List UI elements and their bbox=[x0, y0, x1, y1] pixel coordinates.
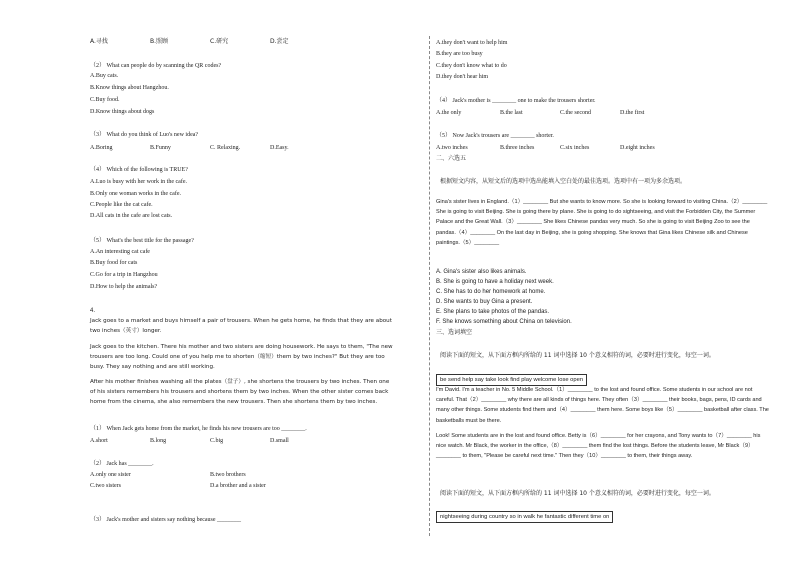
option-a[interactable]: A.short bbox=[90, 438, 108, 444]
option-a[interactable]: A.they don't want to help him bbox=[436, 40, 508, 46]
question-stem: （3） Jack's mother and sisters say nothing because ________ bbox=[90, 517, 242, 523]
option-b[interactable]: B.three inches bbox=[500, 145, 535, 151]
question-stem: （2） Jack has ________. bbox=[90, 461, 154, 467]
option-b[interactable]: B.long bbox=[150, 438, 167, 444]
option-c[interactable]: C.Go for a trip in Hangzhou bbox=[90, 272, 158, 278]
cloze-passage: I'm David. I'm a teacher in No. 5 Middle School.（1）________ to the lost and found office. Some students in our school are not careful. That（2）________ why there are all kinds of things here. They often（3）________ their books, bags, pens, ID cards and many other things. Some students find them and（4）________ them here. Some boys like（5）________ basketball after class. The basketballs must be there. bbox=[436, 387, 769, 424]
option-a[interactable]: A.two inches bbox=[436, 145, 468, 151]
question-stem: （3） What do you think of Luo's new idea? bbox=[90, 132, 199, 138]
choice-f[interactable]: F. She knows something about China on television. bbox=[436, 319, 572, 325]
section-instructions: 根据短文内容，从短文后的选项中选出能填入空白处的最佳选项。选项中有一项为多余选项。 bbox=[440, 178, 687, 185]
option-c[interactable]: C.two sisters bbox=[90, 483, 122, 489]
question-stem: （4） Jack's mother is ________ one to make the trousers shorter. bbox=[436, 98, 596, 104]
choice-c[interactable]: C. She has to do her homework at home. bbox=[436, 289, 546, 295]
word-box: be send help say take look find play welcome lose open bbox=[436, 374, 587, 386]
question-stem: （4） Which of the following is TRUE? bbox=[90, 167, 188, 173]
option-d[interactable]: D.Easy. bbox=[270, 145, 289, 151]
choice-b[interactable]: B. She is going to have a holiday next week. bbox=[436, 279, 554, 285]
section-number: 4. bbox=[90, 308, 96, 314]
option-d[interactable]: D.a brother and a sister bbox=[210, 483, 266, 489]
choice-e[interactable]: E. She plans to take photos of the pandas. bbox=[436, 309, 550, 315]
cloze-passage: Gina's sister lives in England.（1）________ But she wants to know more. So she is looking forward to visiting China.（2）________ She is going to visit Beijing. She is going there by plane. She is going to do sightseeing, and visit the Forbidden City, the Summer Palace and the Great Wall.（3）________ She likes Chinese pandas very much. So she is going to visit Beijing Zoo to see the pandas.（4）________ On the last day in Beijing, she is going shopping. She knows that Gina likes Chinese silk and Chinese paintings.（5）________ bbox=[436, 199, 768, 246]
option-b[interactable]: B.they are too busy bbox=[436, 51, 483, 57]
option-b[interactable]: B.照顾 bbox=[150, 38, 169, 45]
option-d[interactable]: D.small bbox=[270, 438, 289, 444]
option-d[interactable]: D.they don't hear him bbox=[436, 74, 489, 80]
option-a[interactable]: A.Boring bbox=[90, 145, 113, 151]
option-d[interactable]: D.Know things about dogs bbox=[90, 109, 155, 115]
passage-paragraph: Jack goes to the kitchen. There his mother and two sisters are doing housework. He says to them, "The new trousers are too long. Could one of you help me to shorten（缩短）them by two inches?" But they are too busy. They say nothing and are still working. bbox=[90, 344, 393, 371]
option-c[interactable]: C.研究 bbox=[210, 38, 229, 45]
option-d[interactable]: D.eight inches bbox=[620, 145, 655, 151]
option-c[interactable]: C.the second bbox=[560, 110, 591, 116]
question-stem: （5） Now Jack's trousers are ________ shorter. bbox=[436, 133, 554, 139]
question-stem: （5） What's the best title for the passage? bbox=[90, 238, 194, 244]
option-b[interactable]: B.two brothers bbox=[210, 472, 246, 478]
option-c[interactable]: C.Buy food. bbox=[90, 97, 120, 103]
section-instructions: 阅读下面的短文，从下面方框内所给的 11 词中选择 10 个意义相符的词，必要时进行变化，每空一词。 bbox=[440, 490, 715, 497]
option-a[interactable]: A.only one sister bbox=[90, 472, 131, 478]
section-title: 三、选词填空 bbox=[436, 329, 473, 336]
option-a[interactable]: A.An interesting cat cafe bbox=[90, 249, 150, 255]
option-b[interactable]: B.the last bbox=[500, 110, 523, 116]
option-d[interactable]: D.All cats in the cafe are lost cats. bbox=[90, 213, 173, 219]
question-stem: （2） What can people do by scanning the QR codes? bbox=[90, 63, 222, 69]
choice-a[interactable]: A. Gina's sister also likes animals. bbox=[436, 269, 527, 275]
option-b[interactable]: B.Only one woman works in the cafe. bbox=[90, 191, 181, 197]
passage-paragraph: After his mother finishes washing all the plates（盘子）, she shortens the trousers by two inches. Then one of his sisters remembers his trousers and shortens them by two inches. When the other sister comes back home from the cinema, she also remembers the new trousers. Then she shortens them by two inches. bbox=[90, 379, 390, 406]
option-d[interactable]: D.尝定 bbox=[270, 38, 289, 45]
option-c[interactable]: C.six inches bbox=[560, 145, 590, 151]
word-box: nightseeing during country so in walk he fantastic different time on bbox=[436, 511, 613, 523]
option-b[interactable]: B.Buy food for cats bbox=[90, 260, 138, 266]
question-stem: （1） When Jack gets home from the market, he finds his new trousers are too ________. bbox=[90, 426, 307, 432]
column-divider bbox=[429, 36, 430, 536]
option-a[interactable]: A.Buy cats. bbox=[90, 73, 119, 79]
option-b[interactable]: B.Funny bbox=[150, 145, 171, 151]
option-a[interactable]: A.寻找 bbox=[90, 38, 108, 45]
section-instructions: 阅读下面的短文，从下面方框内所给的 11 词中选择 10 个意义相符的词，必要时进行变化，每空一词。 bbox=[440, 352, 715, 359]
option-c[interactable]: C. Relaxing. bbox=[210, 145, 241, 151]
option-d[interactable]: D.How to help the animals? bbox=[90, 284, 158, 290]
cloze-passage: Look! Some students are in the lost and found office. Betty is（6）________ for her crayons, and Tony wants to（7）________ his nice watch. Mr Black, the worker in the office,（8）________ them find the lost things. Before the students leave, Mr Black（9）________ to them, "Please be careful next time." Then they（10）________ to them, their things away. bbox=[436, 433, 761, 460]
option-a[interactable]: A.the only bbox=[436, 110, 462, 116]
option-d[interactable]: D.the first bbox=[620, 110, 645, 116]
option-a[interactable]: A.Luo is busy with her work in the cafe. bbox=[90, 179, 187, 185]
option-b[interactable]: B.Know things about Hangzhou. bbox=[90, 85, 169, 91]
choice-d[interactable]: D. She wants to buy Gina a present. bbox=[436, 299, 533, 305]
option-c[interactable]: C.People like the cat cafe. bbox=[90, 202, 153, 208]
passage-paragraph: Jack goes to a market and buys himself a pair of trousers. When he gets home, he finds that they are about two inches（英寸）longer. bbox=[90, 318, 392, 335]
option-c[interactable]: C.big bbox=[210, 438, 224, 444]
section-title: 二、六选五 bbox=[436, 155, 467, 162]
option-c[interactable]: C.they don't know what to do bbox=[436, 63, 507, 69]
